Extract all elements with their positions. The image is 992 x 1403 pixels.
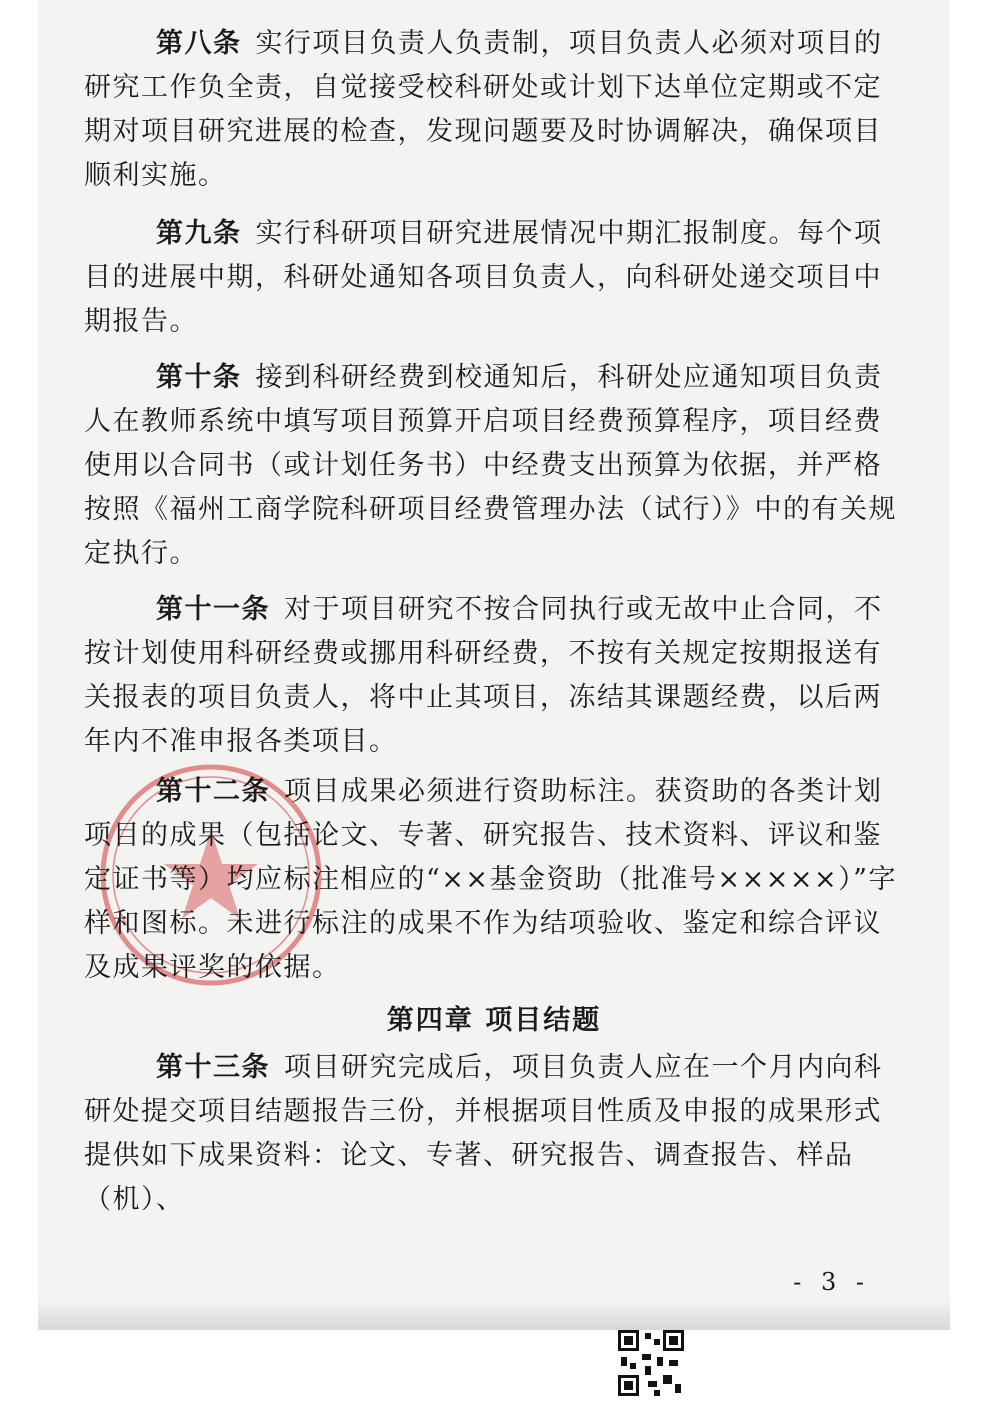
article-10 <box>84 356 904 576</box>
article-13 <box>84 1046 904 1222</box>
article-12-text: 项目成果必须进行资助标注。获资助的各类计划项目的成果（包括论文、专著、研究报告、技术资料、评议和鉴定证书等）均应标注相应的“××基金资助（批准号×××××）”字样和图标。未进行标注的成果不作为结项验收、鉴定和综合评议及成果评奖的依据。 <box>84 776 897 983</box>
article-10-text: 接到科研经费到校通知后，科研处应通知项目负责人在教师系统中填写项目预算开启项目经费预算程序，项目经费使用以合同书（或计划任务书）中经费支出预算为依据，并严格按照《福州工商学院科研项目经费管理办法（试行）》中的有关规定执行。 <box>84 362 897 569</box>
article-13-text: 项目研究完成后，项目负责人应在一个月内向科研处提交项目结题报告三份，并根据项目性质及申报的成果形式提供如下成果资料：论文、专著、研究报告、调查报告、样品（机）、 <box>84 1052 883 1215</box>
article-12-label: 第十二条 <box>156 776 270 807</box>
article-11-text: 对于项目研究不按合同执行或无故中止合同，不按计划使用科研经费或挪用科研经费，不按有关规定按期报送有关报表的项目负责人，将中止其项目，冻结其课题经费，以后两年内不准申报各类项目。 <box>84 594 883 757</box>
article-11 <box>84 588 904 764</box>
article-9 <box>84 212 904 344</box>
article-8-label: 第八条 <box>156 28 242 59</box>
article-8 <box>84 22 904 198</box>
page-number: - 3 - <box>793 1268 870 1296</box>
article-8-text: 实行项目负责人负责制，项目负责人必须对项目的研究工作负全责，自觉接受校科研处或计划下达单位定期或不定期对项目研究进展的检查，发现问题要及时协调解决，确保项目顺利实施。 <box>84 28 883 191</box>
article-9-label: 第九条 <box>156 218 242 249</box>
qr-code-icon <box>618 1330 684 1396</box>
article-11-label: 第十一条 <box>156 594 270 625</box>
article-13-label: 第十三条 <box>156 1052 270 1083</box>
document-page <box>38 0 950 1330</box>
article-12 <box>84 770 904 990</box>
article-10-label: 第十条 <box>156 362 242 393</box>
article-9-text: 实行科研项目研究进展情况中期汇报制度。每个项目的进展中期，科研处通知各项目负责人，向科研处递交项目中期报告。 <box>84 218 883 337</box>
chapter-title: 第四章 项目结题 <box>386 1005 602 1036</box>
